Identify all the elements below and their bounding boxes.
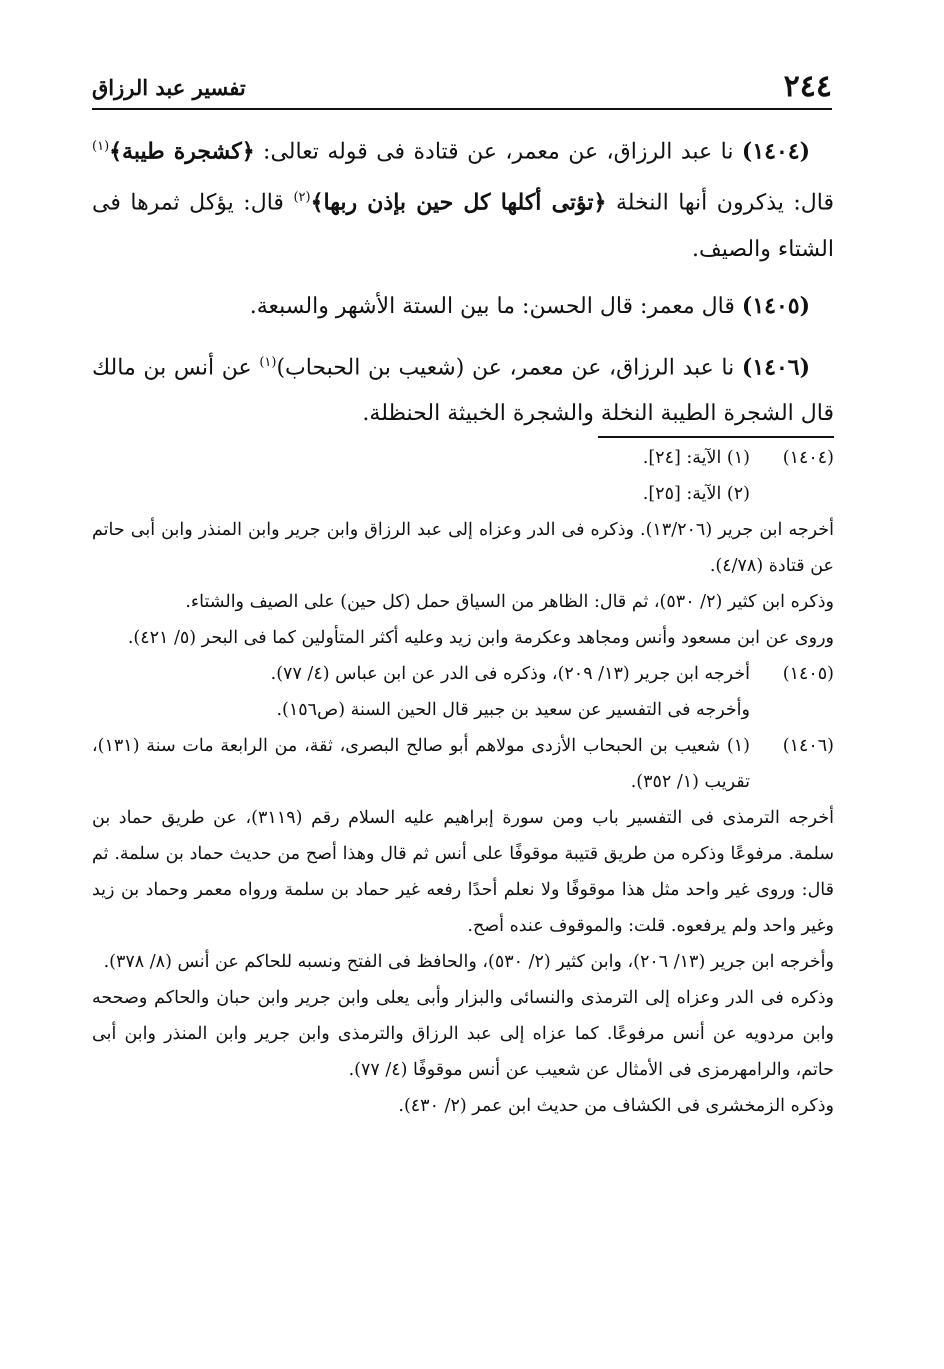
footnote-line: وأخرجه فى التفسير عن سعيد بن جبير قال الحين السنة (ص١٥٦). [276, 700, 750, 720]
narration-number: (١٤٠٦) [741, 353, 810, 380]
paragraph-text: قال معمر: قال الحسن: ما بين الستة الأشهر والسبعة. [249, 293, 742, 319]
footnote-line: (١) الآية: [٢٤]. [642, 448, 750, 468]
footnote-block: وذكره فى الدر وعزاه إلى الترمذى والنسائى والبزار وأبى يعلى وابن جرير وابن حبان والحاكم وصححه وابن مردويه عن أنس مرفوعًا. كما عزاه إلى عبد الرزاق والترمذى وابن جرير وابن المنذر وابن أبى حاتم، والرامهرمزى فى الأمثال عن شعيب عن أنس موقوفًا (٤/ ٧٧). [92, 988, 834, 1080]
main-text [92, 124, 834, 447]
paragraph-text: نا عبد الرزاق، عن معمر، عن قتادة فى قوله تعالى: [254, 139, 742, 165]
footnote-marker: (١) [259, 354, 277, 370]
footnote-block: وذكره الزمخشرى فى الكشاف من حديث ابن عمر (٢/ ٤٣٠). [398, 1096, 834, 1116]
footnote-divider [598, 436, 834, 438]
page-header [92, 62, 832, 110]
paragraph-text: قال: يؤكل ثمرها فى الشتاء والصيف. [92, 190, 834, 262]
book-title: تفسير عبد الرزاق [92, 75, 246, 100]
paragraph-text: عن أنس بن مالك قال الشجرة الطيبة النخلة والشجرة الخبيثة الحنظلة. [92, 354, 834, 426]
footnote-block: وأخرجه ابن جرير (١٣/ ٢٠٦)، وابن كثير (٢/ ٥٣٠)، والحافظ فى الفتح ونسبه للحاكم عن أنس (٨/ ٣٧٨). [103, 952, 834, 972]
quran-quote: ﴿تؤتى أكلها كل حين بإذن ربها﴾ [310, 189, 607, 216]
footnote-line: (٢) الآية: [٢٥]. [642, 484, 750, 504]
footnote-block: أخرجه ابن جرير (١٣/٢٠٦). وذكره فى الدر وعزاه إلى عبد الرزاق وابن جرير وابن المنذر وابن أبى حاتم عن قتادة (٤/٧٨). [92, 520, 834, 576]
footnote-block: أخرجه الترمذى فى التفسير باب ومن سورة إبراهيم عليه السلام رقم (٣١١٩)، عن طريق حماد بن سلمة. مرفوعًا وذكره من طريق قتيبة موقوفًا على أنس ثم قال وهذا أصح من حديث حماد بن سلمة. ثم قال: وروى غير واحد مثل هذا موقوفًا ولا نعلم أحدًا رفعه غير حماد بن سلمة ورواه معمر وحماد بن زيد وغير واحد ولم يرفعوه. قلت: والموقوف عنده أصح. [92, 808, 834, 936]
footnote-key: (١٤٠٥) [782, 664, 834, 684]
footnote-group-1404 [92, 440, 834, 512]
footnote-marker: (١) [92, 139, 110, 154]
paragraph-text: قال: يذكرون أنها النخلة [606, 190, 834, 216]
footnote-key: (١٤٠٤) [782, 448, 834, 468]
footnote-block: وذكره ابن كثير (٢/ ٥٣٠)، ثم قال: الظاهر من السياق حمل (كل حين) على الصيف والشتاء. [185, 592, 834, 612]
footnote-line: أخرجه ابن جرير (١٣/ ٢٠٩)، وذكره فى الدر عن ابن عباس (٤/ ٧٧). [270, 664, 750, 684]
page-number: ٢٤٤ [783, 69, 832, 104]
footnote-marker: (٢) [293, 190, 311, 206]
footnote-block: (١) شعيب بن الحبحاب الأزدى مولاهم أبو صالح البصرى، ثقة، من الرابعة مات سنة (١٣١)، تقريب (١/ ٣٥٢). [92, 736, 750, 792]
footnote-block: وروى عن ابن مسعود وأنس ومجاهد وعكرمة وابن زيد وعليه أكثر المتأولين كما فى البحر (٥/ ٤٢١). [127, 628, 834, 648]
footnote-key: (١٤٠٦) [782, 736, 834, 756]
narration-number: (١٤٠٥) [741, 292, 810, 319]
footnote-group-1405 [92, 656, 834, 728]
quran-quote: ﴿كشجرة طيبة﴾ [109, 138, 255, 165]
narration-number: (١٤٠٤) [741, 138, 810, 165]
paragraph-1405 [92, 283, 834, 330]
paragraph-text: نا عبد الرزاق، عن معمر، عن (شعيب بن الحبحاب) [276, 354, 742, 380]
footnotes-section [92, 436, 834, 1124]
paragraph-1406 [92, 340, 834, 437]
paragraph-1404 [92, 124, 834, 273]
footnote-group-1406 [92, 728, 834, 800]
